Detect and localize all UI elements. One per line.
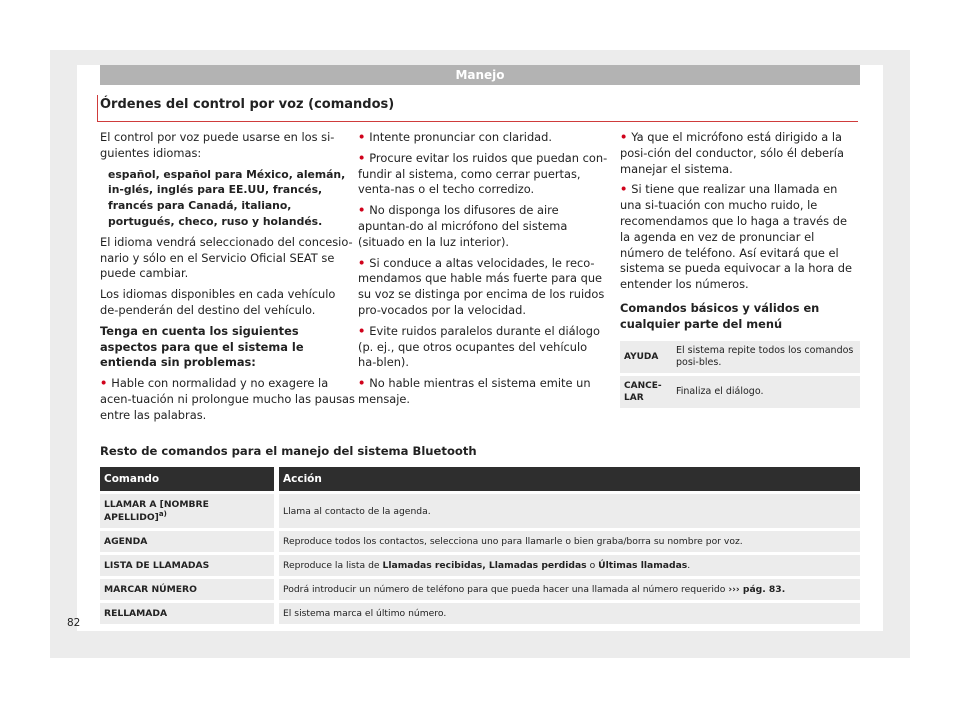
command-cell: RELLAMADA: [100, 603, 279, 624]
bullet-icon: •: [358, 203, 370, 218]
action-cell: Reproduce la lista de Llamadas recibidas, Llamadas perdidas o Últimas llamadas.: [279, 555, 860, 576]
command-key: AYUDA: [620, 341, 672, 373]
bullet-icon: •: [620, 130, 632, 144]
bullet-item: • Ya que el micrófono está dirigido a la posi-ción del conductor, sólo él debería manejar el sistema.: [620, 130, 844, 176]
table-row: [100, 531, 860, 552]
bullet-item: • Procure evitar los ruidos que puedan con-fundir al sistema, como cerrar puertas, venta-nas o el techo corredizo.: [358, 150, 608, 197]
command-cell: AGENDA: [100, 531, 279, 552]
bullet-item: • Si conduce a altas velocidades, le reco-mendamos que hable más fuerte para que su voz se distinga por encima de los ruidos pro-vocados por la velocidad.: [358, 255, 605, 317]
command-cell: LLAMAR A [NOMBRE APELLIDO]$^{a)}$: [100, 494, 279, 528]
basic-commands-heading: Comandos básicos y válidos en cualquier parte del menú: [620, 300, 820, 331]
bullet-item: • No hable mientras el sistema emite un mensaje.: [358, 376, 591, 406]
table-row: [100, 603, 860, 624]
bullet-item: • No disponga los difusores de aire apuntan-do al micrófono del sistema (situado en la luz interior).: [358, 203, 568, 249]
page-number: 82: [67, 617, 81, 629]
bullet-icon: •: [358, 150, 370, 165]
bluetooth-commands-table: [100, 464, 860, 627]
bullet-icon: •: [358, 255, 370, 270]
action-cell: El sistema marca el último número.: [279, 603, 860, 624]
bullet-item: • Intente pronunciar con claridad.: [358, 130, 553, 144]
bullet-item: • Si tiene que realizar una llamada en una si-tuación con mucho ruido, le recomendamos que lo haga a través de la agenda en vez de pronunciar el número de teléfono. Así evitará que el sistema se pueda equivocar a la hora de entender los números.: [620, 182, 853, 292]
command-cell: MARCAR NÚMERO: [100, 579, 279, 600]
command-key: CANCE-LAR: [620, 376, 672, 408]
bullet-icon: •: [100, 376, 112, 391]
page-title: Órdenes del control por voz (comandos): [100, 97, 395, 112]
availability-paragraph: Los idiomas disponibles en cada vehículo de-penderán del destino del vehículo.: [100, 287, 336, 317]
dealer-paragraph: El idioma vendrá seleccionado del concesio-nario y sólo en el Servicio Oficial SEAT se puede cambiar.: [100, 234, 353, 281]
basic-commands-table: [620, 338, 860, 411]
command-description: El sistema repite todos los comandos posi-bles.: [672, 341, 860, 373]
section-header: Manejo: [100, 65, 860, 85]
bullet-item: • Hable con normalidad y no exagere la acen-tuación ni prolongue mucho las pausas entre las palabras.: [100, 376, 355, 422]
command-cell: LISTA DE LLAMADAS: [100, 555, 279, 576]
page-reference-link[interactable]: ››› pág. 83.: [728, 584, 786, 596]
table-row: [100, 579, 860, 600]
table-row: [620, 341, 860, 373]
tips-heading: Tenga en cuenta los siguientes aspectos para que el sistema le entienda sin problemas:: [100, 323, 304, 370]
action-cell: Llama al contacto de la agenda.: [279, 494, 860, 528]
bullet-icon: •: [620, 182, 632, 197]
table-header-row: [100, 467, 860, 491]
bullet-icon: •: [358, 323, 370, 338]
command-description: Finaliza el diálogo.: [672, 376, 860, 408]
table-row: [100, 494, 860, 528]
action-cell: Podrá introducir un número de teléfono para que pueda hacer una llamada al número requerido ››› pág. 83.: [279, 579, 860, 600]
bullet-icon: •: [358, 376, 370, 391]
table-row: [100, 555, 860, 576]
bluetooth-commands-title: Resto de comandos para el manejo del sistema Bluetooth: [100, 444, 477, 458]
language-list: español, español para México, alemán, in-glés, inglés para EE.UU, francés, francés para Canadá, italiano, portugués, checo, ruso y holandés.: [108, 167, 346, 228]
table-row: [620, 376, 860, 408]
column-2: [358, 130, 609, 413]
column-3: [620, 130, 860, 411]
bullet-item: • Evite ruidos paralelos durante el diálogo (p. ej., que otros ocupantes del vehículo ha-blen).: [358, 323, 600, 370]
bullet-icon: •: [358, 130, 370, 144]
action-cell: Reproduce todos los contactos, selecciona uno para llamarle o bien graba/borra su nombre por voz.: [279, 531, 860, 552]
column-header-command: Comando: [100, 467, 279, 491]
column-header-action: Acción: [279, 467, 860, 491]
intro-paragraph: El control por voz puede usarse en los si-guientes idiomas:: [100, 130, 335, 160]
manual-page: [67, 65, 883, 631]
column-1: [100, 130, 355, 429]
